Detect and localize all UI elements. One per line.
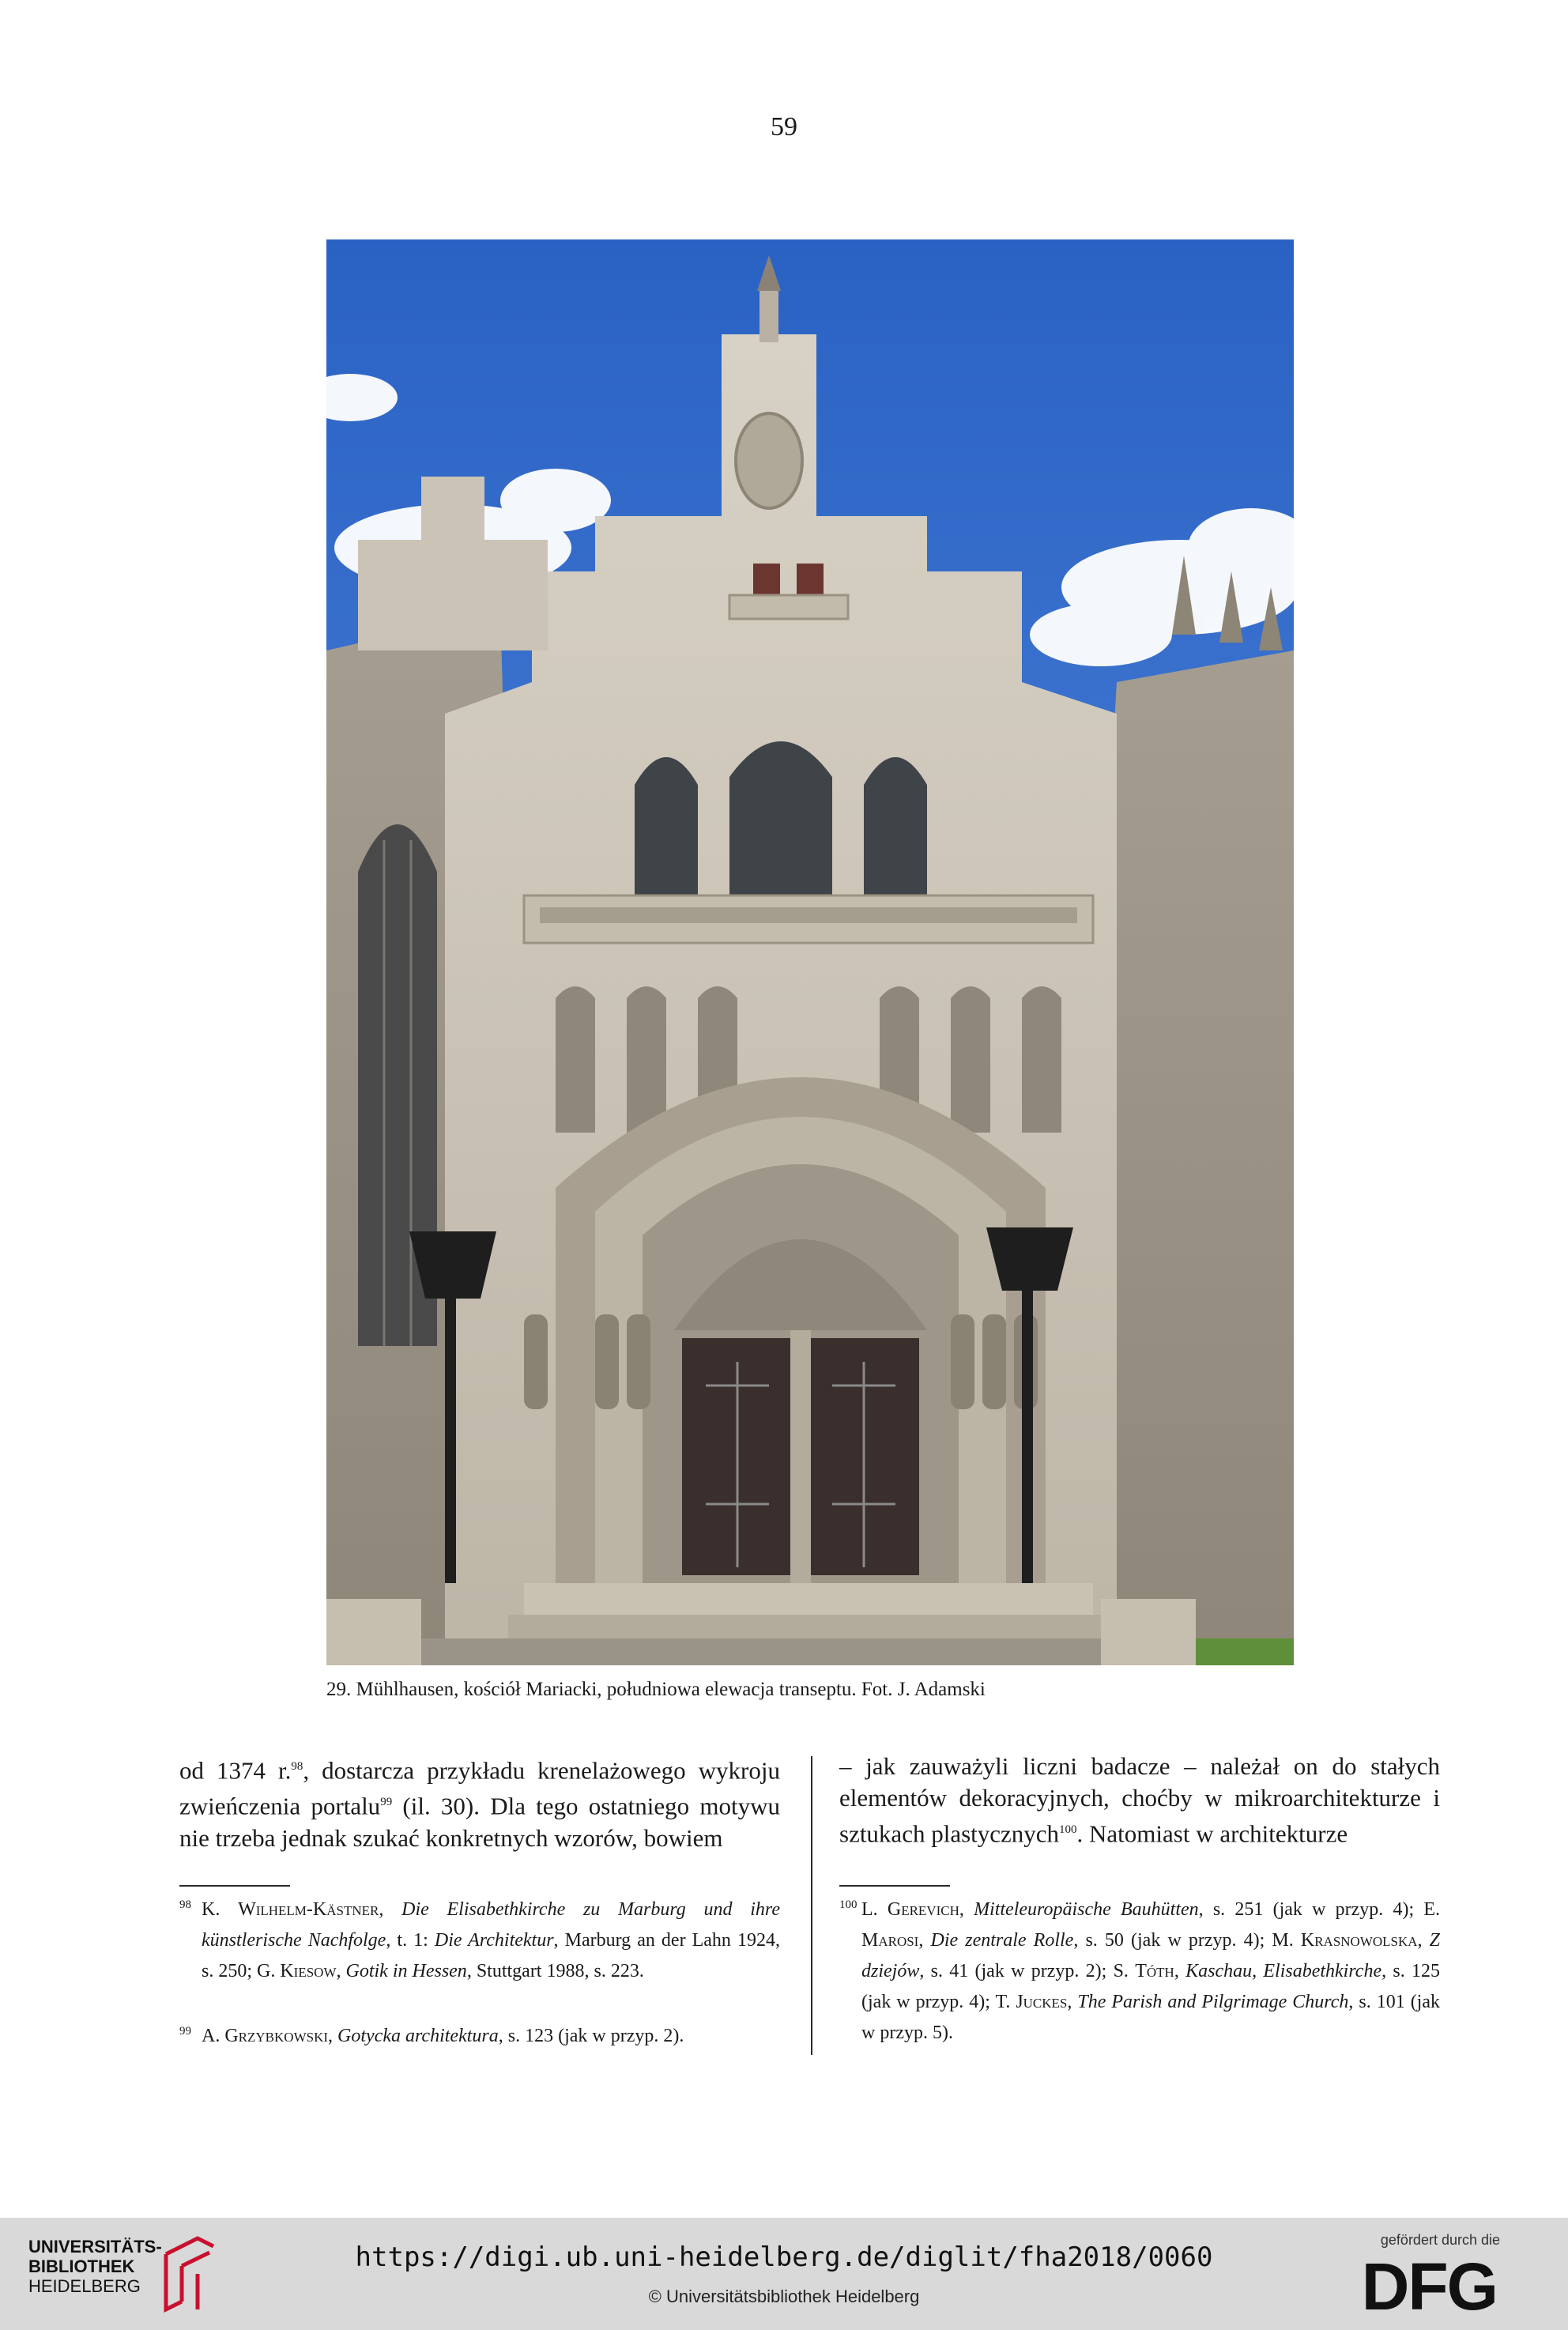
book-title: The Parish and Pilgrimage Church: [1077, 1992, 1349, 2012]
footnote-ref[interactable]: 98: [291, 1760, 303, 1773]
footnote-100: 100 L. Gerevich, Mitteleuropäische Bauhütten, s. 251 (jak w przyp. 4); E. Marosi, Die zentrale Rolle, s. 50 (jak w przyp. 4); M. Krasnowolska, Z dziejów, s. 41 (jak w przyp. 2); S. Tóth, Kaschau, Elisabethkirche, s. 125 (jak w przyp. 4); T. Juckes, The Parish and Pilgrimage Church, s. 101 (jak w przyp. 5).: [839, 1895, 1440, 2049]
book-title: Gotik in Hessen: [345, 1961, 467, 1981]
book-title: Die Elisabethkirche zu Marburg und ihre künstlerische Nachfolge: [202, 1899, 780, 1951]
figure-caption: 29. Mühlhausen, kościół Mariacki, południowa elewacja transeptu. Fot. J. Adamski: [326, 1679, 986, 1700]
book-title: Die Architektur: [434, 1930, 554, 1951]
author-name: Wilhelm-Kästner: [238, 1899, 379, 1920]
footnote-ref[interactable]: 100: [1059, 1823, 1077, 1836]
body-column-left: [179, 1751, 780, 1854]
text-run: od 1374 r.: [179, 1756, 292, 1785]
page-number: 59: [771, 112, 797, 141]
footnote-number: 98: [179, 1898, 191, 1911]
author-name: Marosi: [861, 1930, 919, 1951]
author-name: Kiesow: [280, 1961, 337, 1981]
dfg-logo: DFG: [1361, 2249, 1497, 2324]
book-title: Die zentrale Rolle: [930, 1930, 1074, 1951]
footnote-number: 100: [839, 1898, 858, 1911]
footnote-rule-right: [839, 1885, 950, 1887]
book-title: Mitteleuropäische Bauhütten: [974, 1899, 1199, 1920]
text-run: . Natomiast w architekturze: [1076, 1819, 1348, 1848]
author-name: Gerevich: [887, 1899, 959, 1920]
footnote-rule-left: [179, 1885, 290, 1887]
page-url-link[interactable]: https://digi.ub.uni-heidelberg.de/diglit/fha2018/0060: [355, 2241, 1213, 2273]
text-run: , dostarcza przykładu krenelażowego wykroju zwieńczenia portalu: [179, 1756, 780, 1820]
column-divider: [811, 1756, 812, 2055]
book-title: Z dziejów: [861, 1930, 1441, 1981]
footnote-98: 98 K. Wilhelm-Kästner, Die Elisabethkirche zu Marburg und ihre künstlerische Nachfolge, t. 1: Die Architektur, Marburg an der Lahn 1924, s. 250; G. Kiesow, Gotik in Hessen, Stuttgart 1988, s. 223.: [179, 1895, 780, 1987]
footnote-number: 99: [179, 2025, 191, 2038]
funding-note: gefördert durch die: [1380, 2232, 1500, 2248]
author-name: Tóth: [1135, 1961, 1174, 1981]
text-run: – jak zauważyli liczni badacze – należał on do stałych elementów dekoracyjnych, choćby w mikroarchitekturze i sztukach plastycznych: [839, 1752, 1440, 1848]
book-title: Gotycka architektura: [337, 2026, 499, 2046]
footnote-99: 99 A. Grzybkowski, Gotycka architektura, s. 123 (jak w przyp. 2).: [179, 2021, 780, 2052]
book-title: Kaschau, Elisabethkirche: [1185, 1961, 1382, 1981]
text-run: (il. 30). Dla tego ostatniego motywu nie trzeba jednak szukać konkretnych wzorów, bowiem: [179, 1792, 780, 1852]
body-column-right: [839, 1751, 1440, 1849]
church-photo: [326, 239, 1294, 1665]
copyright-notice: © Universitätsbibliothek Heidelberg: [648, 2287, 920, 2306]
footnote-ref[interactable]: 99: [380, 1796, 393, 1809]
author-name: Grzybkowski: [224, 2026, 329, 2046]
library-name: UNIVERSITÄTS- BIBLIOTHEK HEIDELBERG: [28, 2237, 162, 2296]
author-name: Juckes: [1016, 1992, 1068, 2012]
author-name: Krasnowolska: [1300, 1930, 1418, 1951]
footer-bar: [0, 2218, 1568, 2330]
